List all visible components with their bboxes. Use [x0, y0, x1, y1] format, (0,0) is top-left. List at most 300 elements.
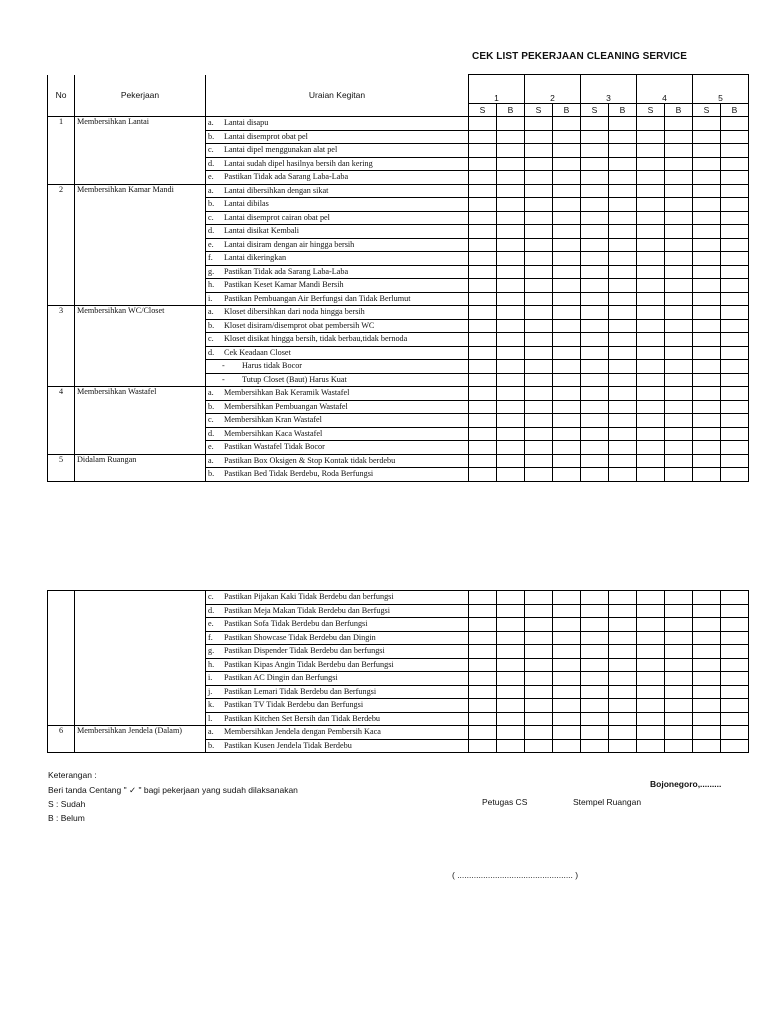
- check-cell-belum[interactable]: [609, 604, 637, 618]
- check-cell-sudah[interactable]: [693, 427, 721, 441]
- check-cell-belum[interactable]: [553, 427, 581, 441]
- check-cell-sudah[interactable]: [693, 726, 721, 740]
- check-cell-belum[interactable]: [497, 171, 525, 185]
- check-cell-sudah[interactable]: [525, 739, 553, 753]
- check-cell-belum[interactable]: [721, 252, 749, 266]
- check-cell-belum[interactable]: [497, 265, 525, 279]
- check-cell-belum[interactable]: [553, 454, 581, 468]
- check-cell-sudah[interactable]: [693, 387, 721, 401]
- check-cell-belum[interactable]: [609, 468, 637, 482]
- check-cell-belum[interactable]: [665, 739, 693, 753]
- check-cell-sudah[interactable]: [693, 631, 721, 645]
- check-cell-belum[interactable]: [721, 400, 749, 414]
- check-cell-sudah[interactable]: [581, 279, 609, 293]
- check-cell-belum[interactable]: [721, 739, 749, 753]
- check-cell-sudah[interactable]: [581, 672, 609, 686]
- check-cell-belum[interactable]: [497, 631, 525, 645]
- check-cell-belum[interactable]: [721, 211, 749, 225]
- check-cell-sudah[interactable]: [693, 225, 721, 239]
- check-cell-sudah[interactable]: [525, 631, 553, 645]
- check-cell-sudah[interactable]: [469, 604, 497, 618]
- check-cell-belum[interactable]: [721, 171, 749, 185]
- check-cell-belum[interactable]: [609, 400, 637, 414]
- check-cell-belum[interactable]: [497, 373, 525, 387]
- check-cell-belum[interactable]: [609, 726, 637, 740]
- check-cell-belum[interactable]: [553, 346, 581, 360]
- check-cell-belum[interactable]: [665, 414, 693, 428]
- check-cell-sudah[interactable]: [693, 360, 721, 374]
- check-cell-belum[interactable]: [665, 238, 693, 252]
- check-cell-sudah[interactable]: [581, 712, 609, 726]
- check-cell-sudah[interactable]: [693, 265, 721, 279]
- check-cell-belum[interactable]: [665, 604, 693, 618]
- check-cell-sudah[interactable]: [693, 333, 721, 347]
- check-cell-sudah[interactable]: [469, 252, 497, 266]
- check-cell-sudah[interactable]: [581, 414, 609, 428]
- check-cell-belum[interactable]: [497, 618, 525, 632]
- check-cell-belum[interactable]: [721, 604, 749, 618]
- check-cell-sudah[interactable]: [637, 712, 665, 726]
- check-cell-belum[interactable]: [609, 319, 637, 333]
- check-cell-sudah[interactable]: [525, 184, 553, 198]
- check-cell-sudah[interactable]: [693, 117, 721, 131]
- check-cell-belum[interactable]: [553, 360, 581, 374]
- check-cell-sudah[interactable]: [525, 265, 553, 279]
- check-cell-sudah[interactable]: [581, 441, 609, 455]
- check-cell-belum[interactable]: [553, 712, 581, 726]
- check-cell-sudah[interactable]: [525, 346, 553, 360]
- check-cell-belum[interactable]: [665, 346, 693, 360]
- check-cell-belum[interactable]: [665, 184, 693, 198]
- check-cell-belum[interactable]: [721, 279, 749, 293]
- check-cell-sudah[interactable]: [693, 157, 721, 171]
- check-cell-sudah[interactable]: [637, 631, 665, 645]
- check-cell-sudah[interactable]: [525, 373, 553, 387]
- check-cell-belum[interactable]: [721, 238, 749, 252]
- check-cell-sudah[interactable]: [469, 211, 497, 225]
- check-cell-belum[interactable]: [665, 171, 693, 185]
- check-cell-belum[interactable]: [497, 319, 525, 333]
- check-cell-sudah[interactable]: [581, 387, 609, 401]
- check-cell-belum[interactable]: [497, 685, 525, 699]
- check-cell-sudah[interactable]: [469, 306, 497, 320]
- check-cell-sudah[interactable]: [637, 373, 665, 387]
- check-cell-sudah[interactable]: [469, 130, 497, 144]
- check-cell-belum[interactable]: [721, 441, 749, 455]
- check-cell-belum[interactable]: [609, 387, 637, 401]
- check-cell-belum[interactable]: [665, 387, 693, 401]
- check-cell-sudah[interactable]: [525, 306, 553, 320]
- check-cell-belum[interactable]: [609, 198, 637, 212]
- check-cell-sudah[interactable]: [637, 211, 665, 225]
- check-cell-belum[interactable]: [553, 387, 581, 401]
- check-cell-belum[interactable]: [665, 699, 693, 713]
- check-cell-belum[interactable]: [609, 333, 637, 347]
- check-cell-sudah[interactable]: [693, 454, 721, 468]
- check-cell-belum[interactable]: [553, 400, 581, 414]
- check-cell-belum[interactable]: [665, 198, 693, 212]
- check-cell-belum[interactable]: [609, 360, 637, 374]
- check-cell-sudah[interactable]: [525, 292, 553, 306]
- check-cell-sudah[interactable]: [469, 346, 497, 360]
- check-cell-belum[interactable]: [497, 645, 525, 659]
- check-cell-belum[interactable]: [497, 184, 525, 198]
- check-cell-belum[interactable]: [665, 360, 693, 374]
- check-cell-sudah[interactable]: [581, 400, 609, 414]
- check-cell-belum[interactable]: [721, 645, 749, 659]
- check-cell-sudah[interactable]: [525, 604, 553, 618]
- check-cell-sudah[interactable]: [581, 645, 609, 659]
- check-cell-sudah[interactable]: [637, 306, 665, 320]
- check-cell-sudah[interactable]: [637, 387, 665, 401]
- check-cell-belum[interactable]: [497, 225, 525, 239]
- check-cell-belum[interactable]: [721, 454, 749, 468]
- check-cell-belum[interactable]: [553, 591, 581, 605]
- check-cell-sudah[interactable]: [693, 618, 721, 632]
- check-cell-sudah[interactable]: [581, 198, 609, 212]
- check-cell-belum[interactable]: [497, 117, 525, 131]
- check-cell-belum[interactable]: [721, 306, 749, 320]
- check-cell-belum[interactable]: [497, 360, 525, 374]
- check-cell-sudah[interactable]: [637, 414, 665, 428]
- check-cell-sudah[interactable]: [637, 645, 665, 659]
- check-cell-belum[interactable]: [497, 414, 525, 428]
- check-cell-sudah[interactable]: [637, 279, 665, 293]
- check-cell-sudah[interactable]: [525, 414, 553, 428]
- check-cell-sudah[interactable]: [469, 441, 497, 455]
- check-cell-belum[interactable]: [665, 292, 693, 306]
- check-cell-belum[interactable]: [553, 117, 581, 131]
- check-cell-belum[interactable]: [553, 441, 581, 455]
- check-cell-sudah[interactable]: [581, 319, 609, 333]
- check-cell-sudah[interactable]: [525, 387, 553, 401]
- check-cell-sudah[interactable]: [525, 171, 553, 185]
- check-cell-belum[interactable]: [721, 373, 749, 387]
- check-cell-belum[interactable]: [609, 252, 637, 266]
- check-cell-sudah[interactable]: [693, 685, 721, 699]
- check-cell-sudah[interactable]: [637, 117, 665, 131]
- check-cell-sudah[interactable]: [581, 739, 609, 753]
- check-cell-belum[interactable]: [665, 373, 693, 387]
- check-cell-sudah[interactable]: [581, 604, 609, 618]
- check-cell-sudah[interactable]: [469, 739, 497, 753]
- check-cell-sudah[interactable]: [469, 658, 497, 672]
- check-cell-belum[interactable]: [721, 117, 749, 131]
- check-cell-belum[interactable]: [665, 225, 693, 239]
- check-cell-sudah[interactable]: [637, 400, 665, 414]
- check-cell-belum[interactable]: [665, 211, 693, 225]
- check-cell-belum[interactable]: [721, 184, 749, 198]
- check-cell-belum[interactable]: [609, 117, 637, 131]
- check-cell-belum[interactable]: [553, 171, 581, 185]
- check-cell-belum[interactable]: [721, 157, 749, 171]
- check-cell-sudah[interactable]: [693, 292, 721, 306]
- check-cell-belum[interactable]: [497, 712, 525, 726]
- check-cell-sudah[interactable]: [581, 631, 609, 645]
- check-cell-belum[interactable]: [497, 144, 525, 158]
- check-cell-sudah[interactable]: [469, 238, 497, 252]
- check-cell-belum[interactable]: [553, 468, 581, 482]
- check-cell-belum[interactable]: [553, 726, 581, 740]
- check-cell-belum[interactable]: [497, 333, 525, 347]
- check-cell-belum[interactable]: [553, 333, 581, 347]
- check-cell-belum[interactable]: [609, 427, 637, 441]
- check-cell-belum[interactable]: [553, 265, 581, 279]
- check-cell-belum[interactable]: [721, 427, 749, 441]
- check-cell-sudah[interactable]: [693, 672, 721, 686]
- check-cell-sudah[interactable]: [693, 712, 721, 726]
- check-cell-belum[interactable]: [665, 726, 693, 740]
- check-cell-belum[interactable]: [497, 387, 525, 401]
- check-cell-belum[interactable]: [609, 225, 637, 239]
- check-cell-belum[interactable]: [553, 184, 581, 198]
- check-cell-sudah[interactable]: [637, 225, 665, 239]
- check-cell-belum[interactable]: [497, 279, 525, 293]
- check-cell-sudah[interactable]: [637, 184, 665, 198]
- check-cell-sudah[interactable]: [469, 144, 497, 158]
- check-cell-sudah[interactable]: [637, 319, 665, 333]
- check-cell-belum[interactable]: [665, 117, 693, 131]
- check-cell-belum[interactable]: [497, 427, 525, 441]
- check-cell-sudah[interactable]: [693, 658, 721, 672]
- check-cell-sudah[interactable]: [581, 211, 609, 225]
- check-cell-belum[interactable]: [609, 238, 637, 252]
- check-cell-sudah[interactable]: [469, 618, 497, 632]
- check-cell-sudah[interactable]: [525, 400, 553, 414]
- check-cell-sudah[interactable]: [469, 373, 497, 387]
- check-cell-sudah[interactable]: [525, 645, 553, 659]
- check-cell-sudah[interactable]: [469, 631, 497, 645]
- check-cell-belum[interactable]: [553, 130, 581, 144]
- check-cell-belum[interactable]: [721, 319, 749, 333]
- check-cell-belum[interactable]: [609, 130, 637, 144]
- check-cell-sudah[interactable]: [637, 658, 665, 672]
- check-cell-sudah[interactable]: [525, 252, 553, 266]
- check-cell-sudah[interactable]: [525, 658, 553, 672]
- check-cell-sudah[interactable]: [469, 198, 497, 212]
- check-cell-belum[interactable]: [665, 468, 693, 482]
- check-cell-belum[interactable]: [497, 699, 525, 713]
- check-cell-belum[interactable]: [553, 658, 581, 672]
- check-cell-belum[interactable]: [497, 604, 525, 618]
- check-cell-belum[interactable]: [721, 618, 749, 632]
- check-cell-belum[interactable]: [609, 306, 637, 320]
- check-cell-belum[interactable]: [609, 658, 637, 672]
- check-cell-sudah[interactable]: [637, 292, 665, 306]
- check-cell-belum[interactable]: [553, 414, 581, 428]
- check-cell-sudah[interactable]: [525, 685, 553, 699]
- check-cell-sudah[interactable]: [525, 238, 553, 252]
- check-cell-belum[interactable]: [609, 631, 637, 645]
- check-cell-belum[interactable]: [553, 211, 581, 225]
- check-cell-sudah[interactable]: [469, 319, 497, 333]
- check-cell-belum[interactable]: [609, 739, 637, 753]
- check-cell-belum[interactable]: [665, 306, 693, 320]
- check-cell-belum[interactable]: [721, 591, 749, 605]
- check-cell-sudah[interactable]: [525, 618, 553, 632]
- check-cell-sudah[interactable]: [581, 333, 609, 347]
- check-cell-belum[interactable]: [665, 645, 693, 659]
- check-cell-sudah[interactable]: [693, 604, 721, 618]
- check-cell-sudah[interactable]: [525, 130, 553, 144]
- check-cell-belum[interactable]: [721, 265, 749, 279]
- check-cell-sudah[interactable]: [581, 130, 609, 144]
- check-cell-belum[interactable]: [665, 319, 693, 333]
- check-cell-sudah[interactable]: [469, 712, 497, 726]
- check-cell-belum[interactable]: [721, 130, 749, 144]
- check-cell-belum[interactable]: [609, 712, 637, 726]
- check-cell-belum[interactable]: [665, 265, 693, 279]
- check-cell-belum[interactable]: [721, 387, 749, 401]
- check-cell-belum[interactable]: [609, 279, 637, 293]
- check-cell-sudah[interactable]: [637, 238, 665, 252]
- check-cell-belum[interactable]: [553, 157, 581, 171]
- check-cell-sudah[interactable]: [693, 238, 721, 252]
- check-cell-sudah[interactable]: [469, 454, 497, 468]
- check-cell-belum[interactable]: [665, 441, 693, 455]
- check-cell-belum[interactable]: [721, 726, 749, 740]
- check-cell-sudah[interactable]: [581, 360, 609, 374]
- check-cell-sudah[interactable]: [469, 726, 497, 740]
- check-cell-belum[interactable]: [609, 441, 637, 455]
- check-cell-sudah[interactable]: [581, 427, 609, 441]
- check-cell-sudah[interactable]: [637, 685, 665, 699]
- check-cell-belum[interactable]: [721, 672, 749, 686]
- check-cell-belum[interactable]: [497, 726, 525, 740]
- check-cell-sudah[interactable]: [637, 468, 665, 482]
- check-cell-sudah[interactable]: [525, 319, 553, 333]
- check-cell-sudah[interactable]: [469, 171, 497, 185]
- check-cell-sudah[interactable]: [525, 441, 553, 455]
- check-cell-belum[interactable]: [721, 414, 749, 428]
- check-cell-sudah[interactable]: [581, 238, 609, 252]
- check-cell-belum[interactable]: [721, 699, 749, 713]
- check-cell-belum[interactable]: [553, 645, 581, 659]
- check-cell-belum[interactable]: [721, 292, 749, 306]
- check-cell-belum[interactable]: [721, 198, 749, 212]
- check-cell-belum[interactable]: [609, 672, 637, 686]
- check-cell-belum[interactable]: [721, 685, 749, 699]
- check-cell-sudah[interactable]: [469, 645, 497, 659]
- check-cell-belum[interactable]: [553, 631, 581, 645]
- check-cell-sudah[interactable]: [637, 144, 665, 158]
- check-cell-belum[interactable]: [553, 699, 581, 713]
- check-cell-sudah[interactable]: [469, 279, 497, 293]
- check-cell-sudah[interactable]: [581, 225, 609, 239]
- check-cell-sudah[interactable]: [693, 130, 721, 144]
- check-cell-belum[interactable]: [665, 144, 693, 158]
- check-cell-sudah[interactable]: [693, 198, 721, 212]
- check-cell-belum[interactable]: [665, 157, 693, 171]
- check-cell-sudah[interactable]: [637, 454, 665, 468]
- check-cell-sudah[interactable]: [581, 184, 609, 198]
- check-cell-sudah[interactable]: [693, 699, 721, 713]
- check-cell-belum[interactable]: [665, 400, 693, 414]
- check-cell-belum[interactable]: [721, 346, 749, 360]
- check-cell-sudah[interactable]: [469, 427, 497, 441]
- check-cell-belum[interactable]: [553, 238, 581, 252]
- check-cell-belum[interactable]: [609, 211, 637, 225]
- check-cell-belum[interactable]: [609, 292, 637, 306]
- check-cell-sudah[interactable]: [469, 157, 497, 171]
- check-cell-sudah[interactable]: [469, 699, 497, 713]
- check-cell-sudah[interactable]: [637, 699, 665, 713]
- check-cell-sudah[interactable]: [637, 672, 665, 686]
- check-cell-sudah[interactable]: [581, 346, 609, 360]
- check-cell-sudah[interactable]: [637, 346, 665, 360]
- check-cell-belum[interactable]: [665, 279, 693, 293]
- check-cell-belum[interactable]: [553, 306, 581, 320]
- check-cell-sudah[interactable]: [693, 400, 721, 414]
- check-cell-belum[interactable]: [497, 672, 525, 686]
- check-cell-belum[interactable]: [497, 468, 525, 482]
- check-cell-belum[interactable]: [609, 346, 637, 360]
- check-cell-sudah[interactable]: [581, 157, 609, 171]
- check-cell-sudah[interactable]: [581, 117, 609, 131]
- check-cell-sudah[interactable]: [637, 265, 665, 279]
- check-cell-sudah[interactable]: [469, 400, 497, 414]
- check-cell-belum[interactable]: [553, 618, 581, 632]
- check-cell-belum[interactable]: [497, 739, 525, 753]
- check-cell-sudah[interactable]: [469, 292, 497, 306]
- check-cell-sudah[interactable]: [581, 171, 609, 185]
- check-cell-sudah[interactable]: [525, 333, 553, 347]
- check-cell-belum[interactable]: [553, 279, 581, 293]
- check-cell-sudah[interactable]: [525, 225, 553, 239]
- check-cell-sudah[interactable]: [637, 130, 665, 144]
- check-cell-sudah[interactable]: [525, 591, 553, 605]
- check-cell-sudah[interactable]: [469, 414, 497, 428]
- check-cell-sudah[interactable]: [469, 468, 497, 482]
- check-cell-sudah[interactable]: [637, 739, 665, 753]
- check-cell-belum[interactable]: [497, 591, 525, 605]
- check-cell-belum[interactable]: [553, 672, 581, 686]
- check-cell-belum[interactable]: [665, 658, 693, 672]
- check-cell-sudah[interactable]: [525, 699, 553, 713]
- check-cell-belum[interactable]: [609, 184, 637, 198]
- check-cell-belum[interactable]: [497, 292, 525, 306]
- check-cell-belum[interactable]: [497, 252, 525, 266]
- check-cell-sudah[interactable]: [637, 726, 665, 740]
- check-cell-sudah[interactable]: [469, 360, 497, 374]
- check-cell-sudah[interactable]: [581, 454, 609, 468]
- check-cell-sudah[interactable]: [693, 591, 721, 605]
- check-cell-sudah[interactable]: [693, 184, 721, 198]
- check-cell-belum[interactable]: [609, 157, 637, 171]
- check-cell-belum[interactable]: [609, 144, 637, 158]
- check-cell-belum[interactable]: [665, 618, 693, 632]
- check-cell-belum[interactable]: [497, 211, 525, 225]
- check-cell-sudah[interactable]: [693, 414, 721, 428]
- check-cell-sudah[interactable]: [581, 252, 609, 266]
- check-cell-belum[interactable]: [497, 454, 525, 468]
- check-cell-sudah[interactable]: [525, 198, 553, 212]
- check-cell-sudah[interactable]: [637, 604, 665, 618]
- check-cell-sudah[interactable]: [581, 468, 609, 482]
- check-cell-sudah[interactable]: [637, 171, 665, 185]
- check-cell-belum[interactable]: [609, 591, 637, 605]
- check-cell-sudah[interactable]: [469, 225, 497, 239]
- check-cell-sudah[interactable]: [469, 117, 497, 131]
- check-cell-belum[interactable]: [665, 454, 693, 468]
- check-cell-belum[interactable]: [497, 157, 525, 171]
- check-cell-sudah[interactable]: [581, 685, 609, 699]
- check-cell-sudah[interactable]: [693, 252, 721, 266]
- check-cell-belum[interactable]: [721, 333, 749, 347]
- check-cell-belum[interactable]: [497, 130, 525, 144]
- check-cell-belum[interactable]: [609, 373, 637, 387]
- check-cell-belum[interactable]: [497, 400, 525, 414]
